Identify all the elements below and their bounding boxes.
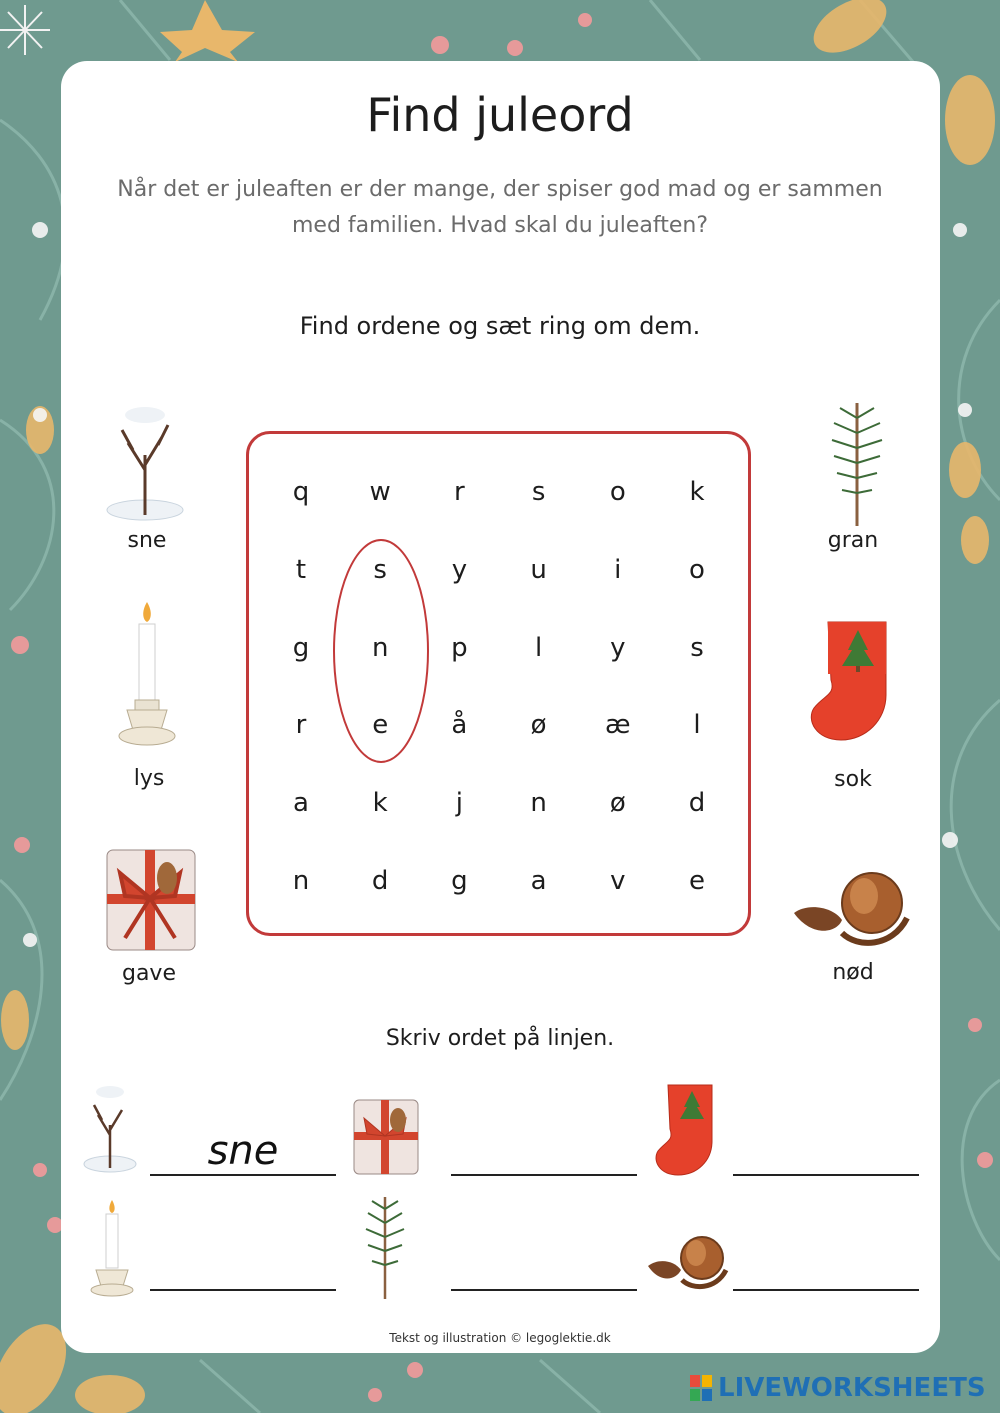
candle-icon (88, 1198, 136, 1298)
brand-name: LIVEWORKSHEETS (718, 1373, 986, 1403)
answer-line-gave[interactable] (451, 1138, 637, 1176)
grid-letter[interactable]: p (451, 632, 468, 663)
grid-letter[interactable]: k (372, 788, 388, 819)
grid-letter[interactable]: n (371, 632, 389, 663)
grid-letter[interactable]: e (689, 866, 705, 896)
grid-letter[interactable]: l (693, 710, 701, 741)
liveworksheets-logo[interactable] (690, 1372, 986, 1404)
grid-letter[interactable]: a (530, 866, 547, 896)
gift-icon (105, 848, 197, 953)
page-title: Find juleord (366, 88, 634, 142)
grid-letter[interactable]: g (451, 866, 468, 896)
intro-text: Når det er juleaften er der mange, der spiser god mad og er sammen med familien. Hvad skal du juleaften? (117, 177, 883, 238)
grid-letter[interactable]: t (295, 554, 307, 585)
answer-line-sne[interactable] (150, 1128, 336, 1176)
label-gran: gran (827, 528, 879, 553)
answer-text: sne (207, 1128, 279, 1174)
grid-letter[interactable]: y (451, 554, 468, 585)
candle-icon (115, 600, 180, 750)
grid-letter[interactable]: n (530, 788, 547, 819)
snowy-tree-icon (80, 1080, 140, 1175)
grid-letter[interactable]: w (369, 477, 391, 507)
hazelnut-icon (646, 1228, 730, 1290)
fir-branch-icon (822, 398, 892, 528)
grid-letter[interactable]: d (688, 788, 706, 819)
grid-letter[interactable]: n (292, 866, 310, 896)
label-nod: nød (832, 960, 874, 985)
label-sne: sne (127, 528, 167, 553)
grid-letter[interactable]: i (614, 554, 622, 585)
hazelnut-icon (792, 858, 912, 948)
write-instruction: Skriv ordet på linjen. (385, 1026, 615, 1051)
answer-line-nod[interactable] (733, 1253, 919, 1291)
grid-letter[interactable]: q (292, 477, 310, 507)
grid-letter[interactable]: ø (609, 788, 626, 819)
label-sok: sok (834, 767, 872, 792)
grid-letter[interactable]: k (689, 477, 705, 507)
grid-letter[interactable]: r (295, 710, 307, 741)
find-instruction: Find ordene og sæt ring om dem. (299, 312, 701, 340)
gift-icon (352, 1098, 420, 1176)
footer-credit: Tekst og illustration © legoglektie.dk (389, 1331, 611, 1345)
grid-letter[interactable]: å (451, 710, 468, 741)
grid-letter[interactable]: v (610, 866, 626, 896)
grid-letter[interactable]: e (372, 710, 389, 741)
fir-branch-icon (360, 1193, 410, 1301)
grid-letter[interactable]: r (454, 477, 465, 507)
answer-line-gran[interactable] (451, 1253, 637, 1291)
grid-letter[interactable]: s (373, 554, 387, 585)
grid-letter[interactable]: g (292, 632, 310, 663)
snowy-tree-icon (100, 395, 190, 525)
grid-letter[interactable]: ø (530, 710, 547, 741)
stocking-icon (652, 1083, 716, 1178)
grid-letter[interactable]: o (609, 477, 626, 507)
grid-letter[interactable]: æ (605, 710, 631, 741)
grid-letter[interactable]: a (293, 788, 309, 819)
grid-letter[interactable]: j (455, 788, 463, 819)
grid-letter[interactable]: d (371, 866, 389, 896)
answer-line-lys[interactable] (150, 1253, 336, 1291)
label-gave: gave (121, 961, 176, 986)
stocking-icon (806, 620, 891, 745)
answer-line-sok[interactable] (733, 1138, 919, 1176)
grid-letter[interactable]: u (530, 554, 547, 585)
liveworksheets-logo-icon (690, 1375, 712, 1401)
grid-letter[interactable]: s (531, 477, 546, 507)
grid-letter[interactable]: y (610, 632, 626, 663)
grid-letter[interactable]: l (534, 632, 543, 663)
grid-letter[interactable]: o (689, 554, 705, 585)
grid-letter[interactable]: s (690, 632, 704, 663)
label-lys: lys (133, 766, 165, 791)
